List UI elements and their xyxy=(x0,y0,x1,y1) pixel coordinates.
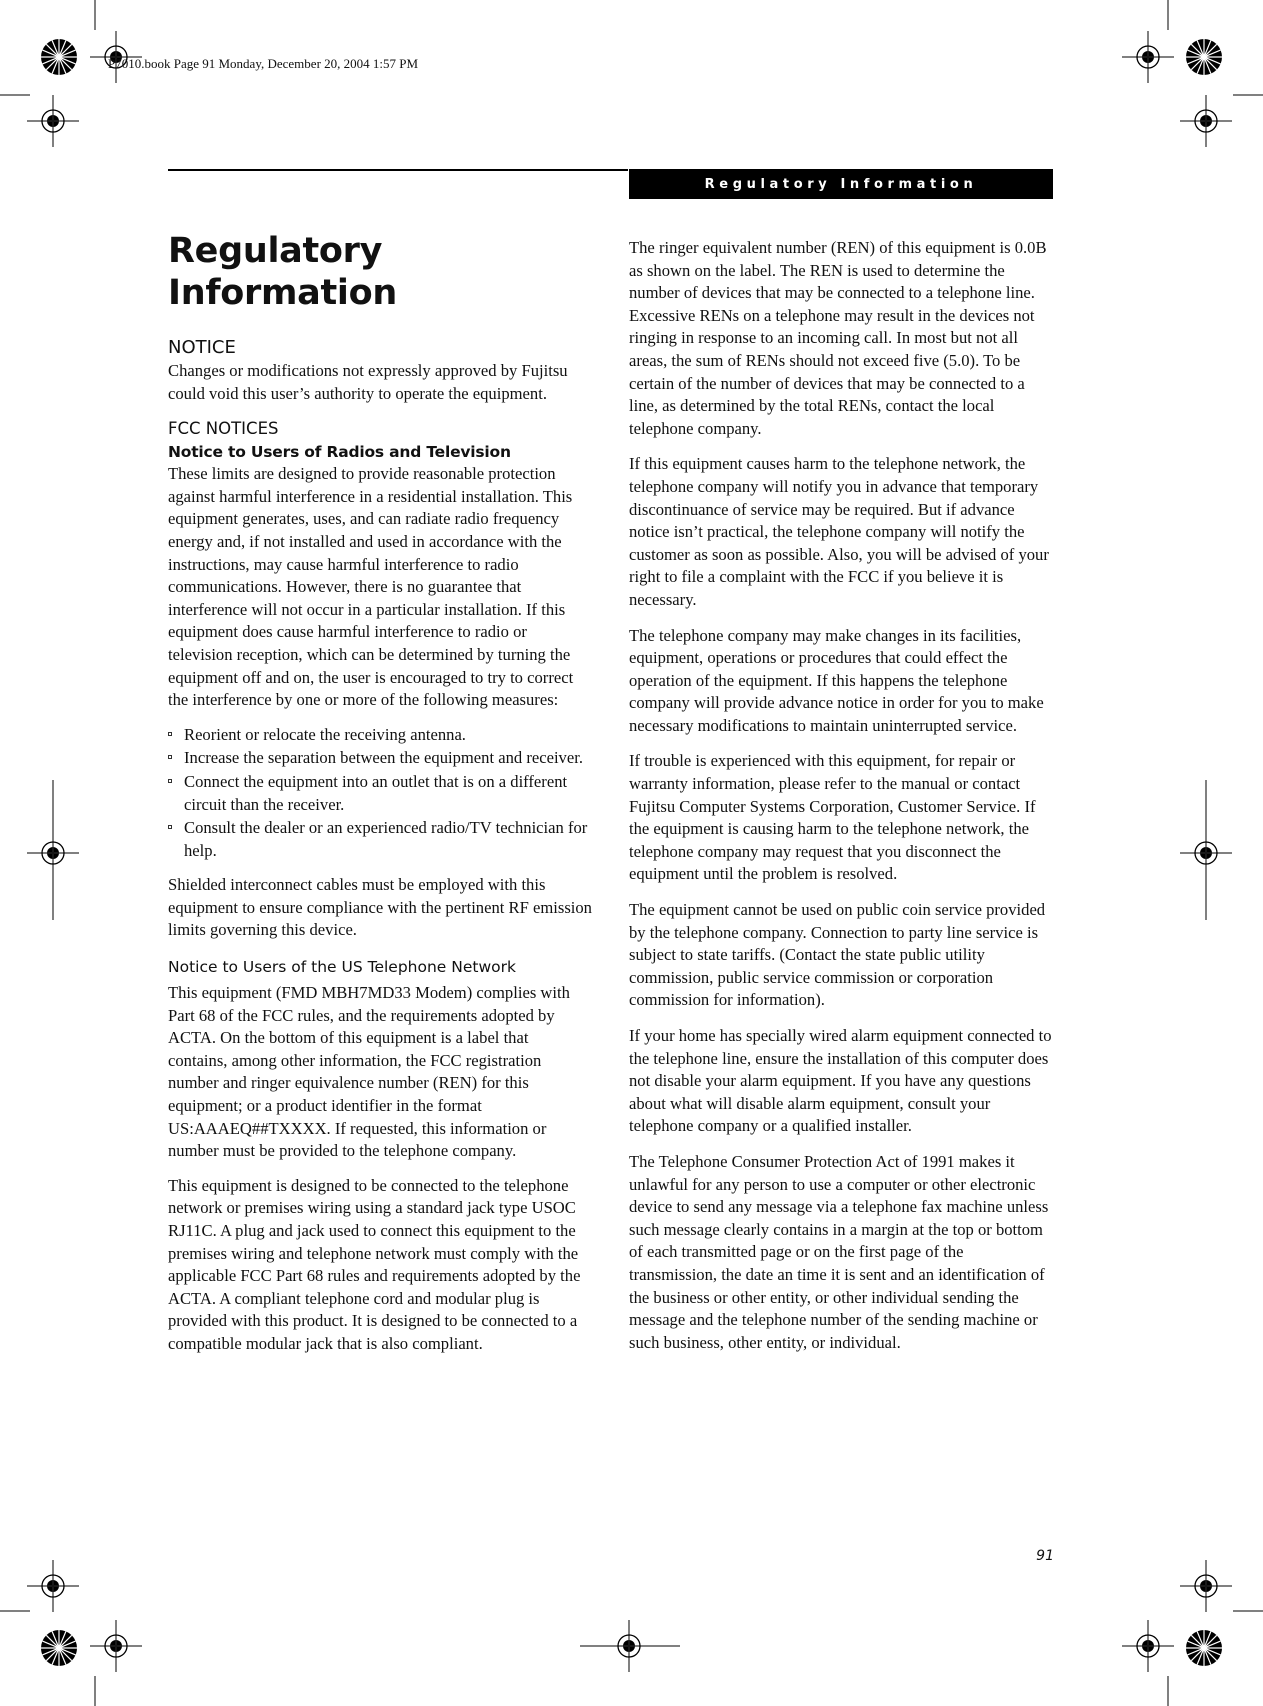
left-column xyxy=(168,230,592,1368)
square-bullet-icon xyxy=(168,732,172,736)
shielded-cables-text: Shielded interconnect cables must be employed with this equipment to ensure compliance with the pertinent RF emission limits governing this device. xyxy=(168,875,592,940)
print-slug: P7010.book Page 91 Monday, December 20, 2004 1:57 PM xyxy=(108,56,419,71)
notice-heading: NOTICE xyxy=(168,337,236,358)
body-paragraph: If trouble is experienced with this equipment, for repair or warranty information, please refer to the manual or contact Fujitsu Computer Systems Corporation, Customer Service. If the equipment is causing harm to the telephone network, the telephone company may request that you disconnect the equipment until the problem is resolved. xyxy=(629,751,1036,884)
square-bullet-icon xyxy=(168,779,172,783)
list-item-text: Reorient or relocate the receiving antenna. xyxy=(184,724,466,744)
body-paragraph: If your home has specially wired alarm equipment connected to the telephone line, ensure the installation of this computer does not disable your alarm equipment. If you have any questions about what will disable alarm equipment, consult your telephone company or a qualified installer. xyxy=(629,1026,1052,1136)
list-item xyxy=(168,724,592,747)
list-item-text: Connect the equipment into an outlet that is on a different circuit than the receiver. xyxy=(184,771,568,814)
header-rule xyxy=(168,169,628,171)
telephone-paragraph: This equipment (FMD MBH7MD33 Modem) complies with Part 68 of the FCC rules, and the requirements adopted by ACTA. On the bottom of this equipment is a label that contains, among other information, the FCC registration number and ringer equivalence number (REN) for this equipment; or a product identifier in the format US:AAAEQ##TXXXX. If requested, this information or number must be provided to the telephone company. xyxy=(168,983,570,1161)
radio-tv-heading: Notice to Users of Radios and Television xyxy=(168,443,511,462)
running-header-label: Regulatory Information xyxy=(704,176,978,192)
body-paragraph: The equipment cannot be used on public coin service provided by the telephone company. Connection to party line service is subject to state tariffs. (Contact the state public utility commission, public service commission or corporation commission for information). xyxy=(629,900,1046,1010)
page-title: Regulatory Information xyxy=(168,231,397,313)
measures-list xyxy=(168,724,592,863)
notice-text: Changes or modifications not expressly approved by Fujitsu could void this user’s authority to operate the equipment. xyxy=(168,361,568,403)
body-paragraph: The ringer equivalent number (REN) of this equipment is 0.0B as shown on the label. The REN is used to determine the number of devices that may be connected to a telephone line. Excessive RENs on a telephone may result in the devices not ringing in response to an incoming call. In most but not all areas, the sum of RENs should not exceed five (5.0). To be certain of the number of devices that may be connected to a line, as determined by the total RENs, contact the local telephone company. xyxy=(629,238,1047,438)
square-bullet-icon xyxy=(168,755,172,759)
body-paragraph: The telephone company may make changes in its facilities, equipment, operations or procedures that could effect the operation of the equipment. If this happens the telephone company will provide advance notice in order for you to make necessary modifications to maintain uninterrupted service. xyxy=(629,625,1044,735)
list-item xyxy=(168,771,592,816)
body-paragraph: If this equipment causes harm to the telephone network, the telephone company will notify you in advance that temporary discontinuance of service may be required. But if advance notice isn’t practical, the telephone company will notify the customer as soon as possible. Also, you will be advised of your right to file a complaint with the FCC if you believe it is necessary. xyxy=(629,454,1049,609)
running-header xyxy=(629,169,1053,199)
right-column xyxy=(629,237,1053,1367)
telephone-paragraph: This equipment is designed to be connected to the telephone network or premises wiring using a standard jack type USOC RJ11C. A plug and jack used to connect this equipment to the premises wiring and telephone network must comply with the applicable FCC Part 68 rules and requirements adopted by the ACTA. A compliant telephone cord and modular plug is provided with this product. It is designed to be connected to a compatible modular jack that is also compliant. xyxy=(168,1175,581,1353)
list-item xyxy=(168,817,592,862)
page-number: 91 xyxy=(1036,1548,1054,1564)
list-item xyxy=(168,747,592,770)
fcc-notices-heading: FCC NOTICES xyxy=(168,419,279,439)
list-item-text: Increase the separation between the equipment and receiver. xyxy=(184,748,583,768)
square-bullet-icon xyxy=(168,825,172,829)
list-item-text: Consult the dealer or an experienced radio/TV technician for help. xyxy=(184,818,588,860)
radio-tv-text: These limits are designed to provide reasonable protection against harmful interference in a residential installation. This equipment generates, uses, and can radiate radio frequency energy and, if not installed and used in accordance with the instructions, may cause harmful interference to radio communications. However, there is no guarantee that interference will not occur in a particular installation. If this equipment does cause harmful interference to radio or television reception, which can be determined by turning the equipment off and on, the user is encouraged to try to correct the interference by one or more of the following measures: xyxy=(168,464,574,710)
body-paragraph: The Telephone Consumer Protection Act of 1991 makes it unlawful for any person to use a computer or other electronic device to send any message via a telephone fax machine unless such message clearly contains in a margin at the top or bottom of each transmitted page or on the first page of the transmission, the date an time it is sent and an identification of the business or other entity, or other individual sending the message and the telephone number of the sending machine or such business, other entity, or individual. xyxy=(629,1151,1049,1352)
telephone-network-heading: Notice to Users of the US Telephone Network xyxy=(168,958,516,977)
